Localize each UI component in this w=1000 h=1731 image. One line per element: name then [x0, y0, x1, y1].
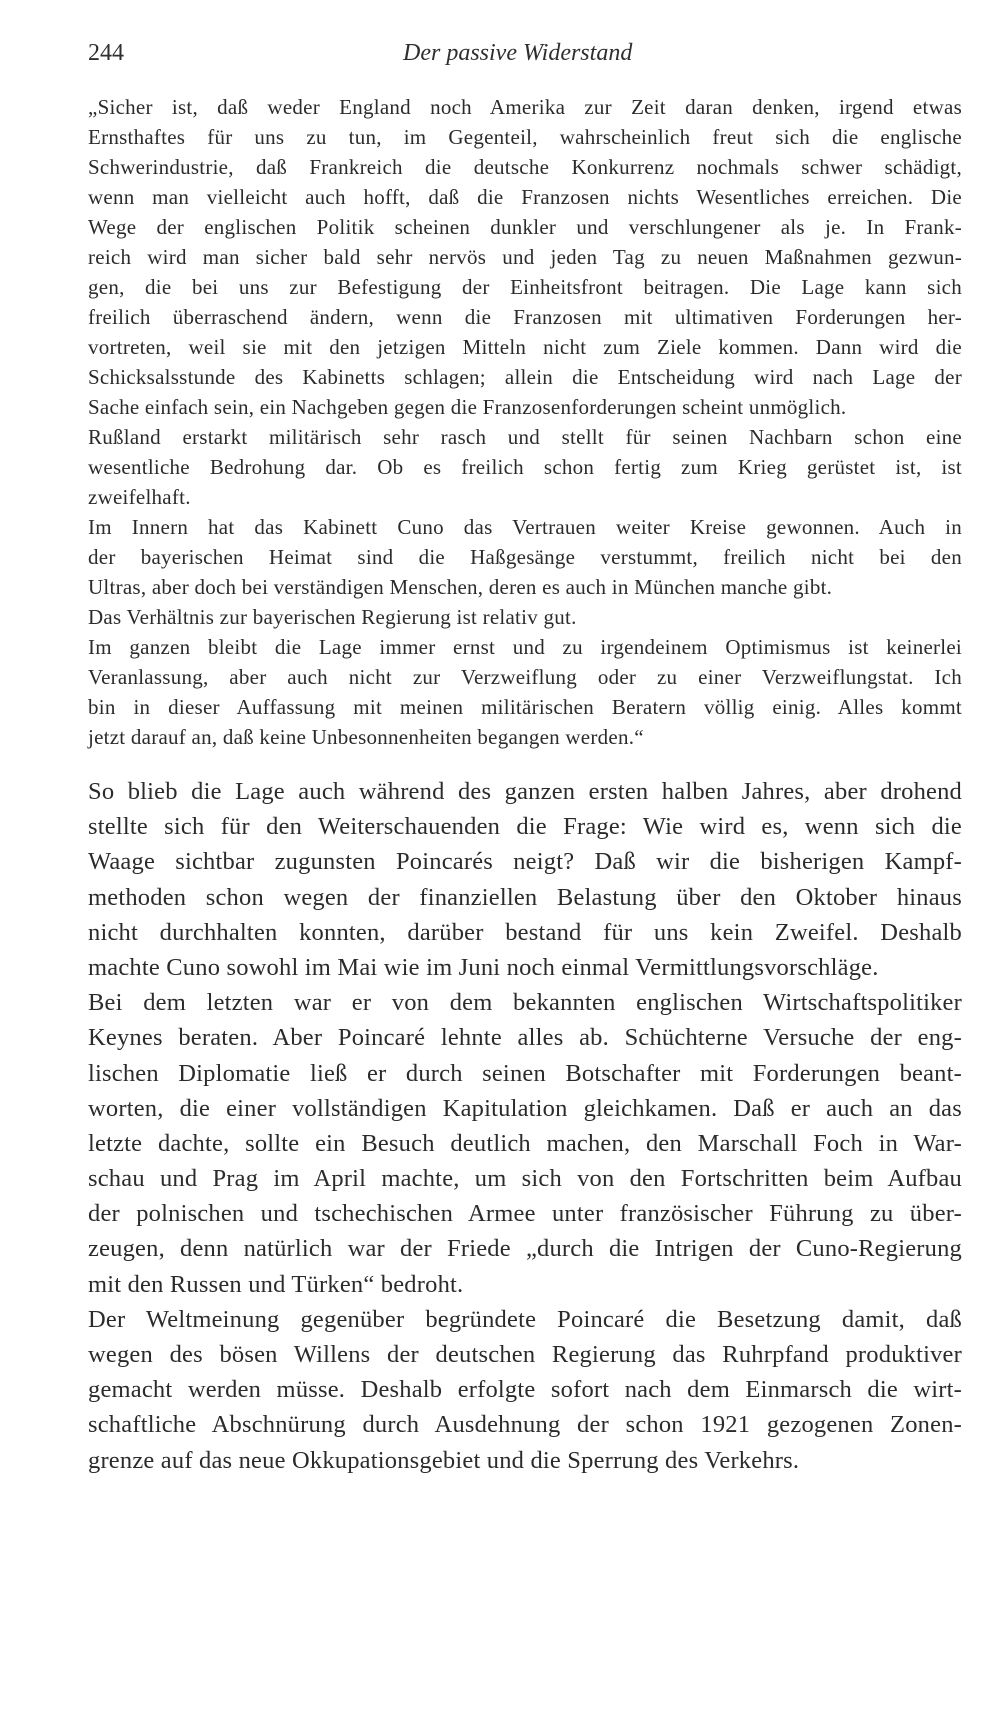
quote-text-line: reich wird man sicher bald sehr nervös und jeden Tag zu neuen Maßnahmen gezwun- [88, 245, 962, 269]
quote-text-line: jetzt darauf an, daß keine Unbesonnenheiten begangen werden.“ [88, 725, 644, 749]
body-text-line: mit den Russen und Türken“ bedroht. [88, 1270, 464, 1298]
quote-text-line: Rußland erstarkt militärisch sehr rasch und stellt für seinen Nachbarn schon eine [88, 425, 962, 449]
running-title: Der passive Widerstand [403, 40, 633, 66]
body-text-line: der polnischen und tschechischen Armee unter französischer Führung zu über- [88, 1200, 962, 1228]
quote-text-line: wenn man vielleicht auch hofft, daß die Franzosen nichts Wesentliches erreichen. Die [88, 185, 962, 209]
quote-text-line: Wege der englischen Politik scheinen dunkler und verschlungener als je. In Frank- [88, 215, 962, 239]
body-text-block [88, 774, 962, 1478]
body-text-line: wegen des bösen Willens der deutschen Regierung das Ruhrpfand produktiver [88, 1341, 962, 1368]
body-text-line: Der Weltmeinung gegenüber begründete Poincaré die Besetzung damit, daß [88, 1305, 962, 1333]
page-number: 244 [88, 40, 124, 66]
body-text-line: stellte sich für den Weiterschauenden die Frage: Wie wird es, wenn sich die [88, 813, 962, 841]
body-text-line: gemacht werden müsse. Deshalb erfolgte sofort nach dem Einmarsch die wirt- [88, 1376, 962, 1404]
quoted-letter-block [88, 92, 962, 752]
quote-text-line: bin in dieser Auffassung mit meinen militärischen Beratern völlig einig. Alles kommt [88, 695, 962, 719]
body-text-line: machte Cuno sowohl im Mai wie im Juni noch einmal Vermittlungsvorschläge. [88, 953, 879, 981]
body-text-line: Keynes beraten. Aber Poincaré lehnte alles ab. Schüchterne Versuche der eng- [88, 1024, 962, 1052]
body-text-line: lischen Diplomatie ließ er durch seinen Botschafter mit Forderungen beant- [88, 1059, 962, 1087]
quote-text-line: der bayerischen Heimat sind die Haßgesänge verstummt, freilich nicht bei den [88, 545, 962, 569]
quote-text-line: zweifelhaft. [88, 485, 191, 509]
body-text-line: letzte dachte, sollte ein Besuch deutlich machen, den Marschall Foch in War- [88, 1129, 962, 1157]
quote-text-line: Schwerindustrie, daß Frankreich die deutsche Konkurrenz nochmals schwer schädigt, [88, 155, 962, 179]
quote-text-line: Im ganzen bleibt die Lage immer ernst und zu irgendeinem Optimismus ist keinerlei [88, 635, 962, 659]
body-text-line: schau und Prag im April machte, um sich von den Fortschritten beim Aufbau [88, 1165, 962, 1193]
quote-text-line: Veranlassung, aber auch nicht zur Verzweiflung oder zu einer Verzweiflungstat. Ich [88, 665, 962, 689]
quote-text-line: Ernsthaftes für uns zu tun, im Gegenteil, wahrscheinlich freut sich die englische [88, 125, 962, 149]
body-text-line: worten, die einer vollständigen Kapitulation gleichkamen. Daß er auch an das [88, 1094, 962, 1122]
quote-text-line: Das Verhältnis zur bayerischen Regierung ist relativ gut. [88, 605, 577, 629]
quote-text-line: freilich überraschend ändern, wenn die Franzosen mit ultimativen Forderungen her- [88, 305, 962, 329]
body-text-line: nicht durchhalten konnten, darüber bestand für uns kein Zweifel. Deshalb [88, 918, 962, 946]
quote-text-line: wesentliche Bedrohung dar. Ob es freilich schon fertig zum Krieg gerüstet ist, ist [88, 455, 962, 479]
body-text-line: So blieb die Lage auch während des ganzen ersten halben Jahres, aber drohend [88, 778, 962, 805]
running-head [88, 40, 968, 76]
quote-text-line: gen, die bei uns zur Befestigung der Einheitsfront beitragen. Die Lage kann sich [88, 275, 962, 299]
quote-text-line: Im Innern hat das Kabinett Cuno das Vertrauen weiter Kreise gewonnen. Auch in [88, 515, 962, 539]
body-text-line: schaftliche Abschnürung durch Ausdehnung der schon 1921 gezogenen Zonen- [88, 1411, 962, 1439]
body-text-line: Waage sichtbar zugunsten Poincarés neigt? Daß wir die bisherigen Kampf- [88, 848, 962, 876]
body-text-line: Bei dem letzten war er von dem bekannten englischen Wirtschaftspolitiker [88, 989, 962, 1017]
body-text-line: methoden schon wegen der finanziellen Belastung über den Oktober hinaus [88, 883, 962, 911]
quote-text-line: Sache einfach sein, ein Nachgeben gegen die Franzosenforderungen scheint unmöglich. [88, 395, 847, 419]
quote-text-line: vortreten, weil sie mit den jetzigen Mitteln nicht zum Ziele kommen. Dann wird die [88, 335, 962, 359]
body-text-line: zeugen, denn natürlich war der Friede „durch die Intrigen der Cuno-Regierung [88, 1235, 962, 1263]
quote-text-line: Ultras, aber doch bei verständigen Menschen, deren es auch in München manche gibt. [88, 575, 833, 599]
quote-text-line: Schicksalsstunde des Kabinetts schlagen; allein die Entscheidung wird nach Lage der [88, 365, 962, 389]
body-text-line: grenze auf das neue Okkupationsgebiet und die Sperrung des Verkehrs. [88, 1446, 800, 1474]
quote-text-line: „Sicher ist, daß weder England noch Amerika zur Zeit daran denken, irgend etwas [88, 95, 962, 119]
